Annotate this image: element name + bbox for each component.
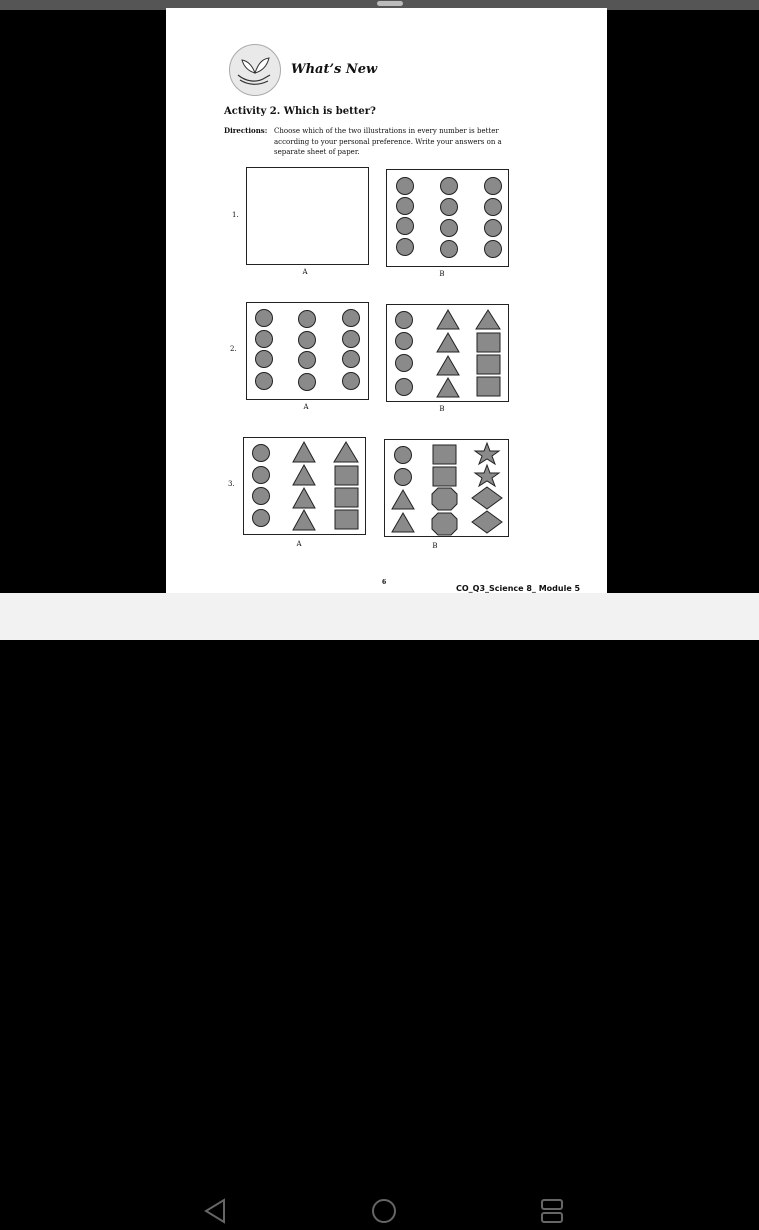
activity-title: Activity 2. Which is better? [224, 106, 376, 117]
mixed-shapes [396, 310, 501, 397]
option-label: A [296, 540, 302, 548]
circle-grid [256, 310, 360, 391]
item-number: 2. [230, 345, 237, 353]
illustration-3b[interactable] [384, 439, 509, 537]
module-footer: CO_Q3_Science 8_ Module 5 [456, 584, 581, 593]
home-icon[interactable] [369, 1196, 399, 1226]
hands-with-plant-icon [229, 44, 281, 96]
illustration-1a[interactable] [246, 167, 369, 265]
circle-grid [397, 178, 502, 258]
mixed-shapes [253, 442, 359, 530]
directions-label: Directions: [224, 126, 268, 135]
page-number: 6 [382, 579, 387, 586]
illustration-3a[interactable] [243, 437, 366, 535]
illustration-1b[interactable] [386, 169, 509, 267]
item-number: 3. [228, 480, 235, 488]
section-title: What’s New [291, 62, 378, 77]
back-icon[interactable] [200, 1196, 230, 1226]
option-label: B [439, 270, 445, 278]
item-number: 1. [232, 211, 239, 219]
navigation-bar [0, 593, 759, 640]
directions-text: Choose which of the two illustrations in every number is better according to your personal preference. Write your answers on a separate sheet of paper. [274, 127, 502, 156]
illustration-2b[interactable] [386, 304, 509, 402]
option-label: A [302, 268, 308, 276]
recents-icon[interactable] [537, 1196, 567, 1226]
mixed-shapes [392, 443, 502, 535]
option-label: B [439, 405, 445, 413]
option-label: A [303, 403, 309, 411]
drag-handle[interactable] [377, 1, 403, 6]
option-label: B [432, 542, 438, 550]
illustration-2a[interactable] [246, 302, 369, 400]
